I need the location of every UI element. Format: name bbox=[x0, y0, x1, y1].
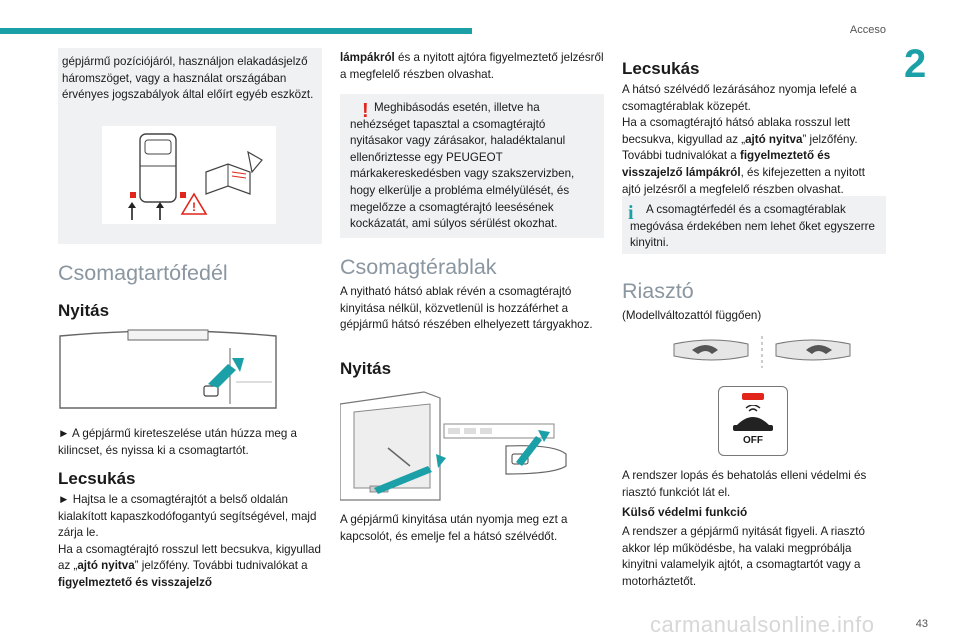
warning-box bbox=[340, 94, 604, 238]
heading-cover: Csomagtartófedél bbox=[58, 261, 228, 285]
window-intro: A nyitható hátsó ablak révén a csomagtérajtó kinyitása nélkül, közvetlenül is hozzáférhet a gépjármű hátsó részében elhelyezett tárgyakhoz. bbox=[340, 285, 593, 332]
chapter-number: 2 bbox=[904, 42, 927, 86]
column-1 bbox=[58, 50, 322, 589]
heading-window: Csomagtérablak bbox=[340, 255, 497, 279]
close-instruction: ► Hajtsa le a csomagtérajtót a belső oldalán kialakított kapaszkodófogantyú segítségével, majd zárja le. bbox=[58, 493, 317, 540]
car-alarm-icon bbox=[719, 405, 787, 439]
svg-text:!: ! bbox=[192, 200, 196, 214]
warning-text: Meghibásodás esetén, illetve ha nehézséget tapasztal a csomagtérajtó nyitásakor vagy zárásakor, haladéktalanul ellenőriztesse egy PEUGEOT márkakereskedésben vagy szakszervizben, hogy elkerülje a probléma elmélyülését, és megelőzze a csomagtérajtó leesésének kockázatát, ami súlyos sérülést okozhat. bbox=[350, 101, 575, 231]
info-text: A csomagtérfedél és a csomagtérablak megóvása érdekében nem lehet őket egyszerre kinyitni. bbox=[630, 203, 875, 250]
page-number: 43 bbox=[915, 618, 928, 630]
section-title: Acceso bbox=[849, 24, 886, 36]
warning-triangle-figure bbox=[102, 126, 276, 224]
column-2 bbox=[340, 50, 604, 543]
heading-close: Lecsukás bbox=[58, 469, 136, 488]
exterior-protection-text: A rendszer a gépjármű nyitását figyeli. A riasztó akkor lép működésbe, ha valaki megpróbálja kinyitni valamelyik ajtót, a csomagtartót vagy a motorháztetőt. bbox=[622, 525, 865, 588]
warning-icon: ! bbox=[362, 100, 369, 122]
continued-text: lámpákról és a nyitott ajtóra figyelmeztető jelzésről a megfelelő részben olvashat. bbox=[340, 51, 604, 81]
info-icon: i bbox=[628, 202, 634, 224]
cover-section bbox=[58, 260, 228, 286]
interior-mirror-icons bbox=[672, 334, 852, 370]
alarm-led-indicator bbox=[742, 393, 764, 400]
off-label: OFF bbox=[743, 435, 763, 446]
van-warning-illustration bbox=[102, 126, 276, 224]
watermark: carmanualsonline.info bbox=[650, 612, 875, 637]
header-accent-bar bbox=[0, 28, 472, 34]
info-box bbox=[622, 196, 886, 254]
window-close-instruction: A hátsó szélvédő lezárásához nyomja lefelé a csomagtérablak közepét. bbox=[622, 83, 857, 113]
alarm-intro: A rendszer lopás és behatolás elleni védelmi és riasztó funkciót lát el. bbox=[622, 469, 867, 499]
heading-open: Nyitás bbox=[58, 301, 110, 320]
close-warning-text: Ha a csomagtérajtó rosszul lett becsukva, kigyullad az „ajtó nyitva” jelzőfény. További tudnivalókat a figyelmeztető és visszajelző bbox=[58, 542, 321, 589]
intro-text: gépjármű pozíciójáról, használjon elakadásjelző háromszöget, vagy a használat országában érvényes jogszabályok által előírt egyéb eszközt. bbox=[62, 55, 314, 102]
window-close-warning: Ha a csomagtérajtó hátsó ablaka rosszul lett becsukva, kigyullad az „ajtó nyitva” jelzőfény. További tudnivalókat a figyelmeztető és visszajelző lámpákról, és kifejezetten a nyitott ajtó jelzésről a megfelelő részben olvashat. bbox=[622, 116, 865, 196]
window-open-instruction: A gépjármű kinyitása után nyomja meg ezt a kapcsolót, és emelje fel a hátsó szélvédőt. bbox=[340, 513, 568, 543]
open-instruction: ► A gépjármű kireteszelése után húzza meg a kilincset, és nyissa ki a csomagtartót. bbox=[58, 427, 297, 457]
heading-alarm: Riasztó bbox=[622, 279, 694, 303]
rear-window-illustration bbox=[340, 388, 604, 502]
heading-window-open: Nyitás bbox=[340, 359, 392, 378]
trunk-handle-figure bbox=[58, 328, 278, 412]
alarm-model-note: (Modellváltozattól függően) bbox=[622, 309, 762, 322]
mirror-sensor-figure bbox=[672, 334, 852, 370]
heading-window-close: Lecsukás bbox=[622, 59, 700, 78]
alarm-off-button[interactable] bbox=[718, 386, 788, 456]
heading-exterior-protection: Külső védelmi funkció bbox=[622, 505, 748, 519]
continuation-box bbox=[58, 48, 322, 244]
trunk-handle-illustration bbox=[58, 328, 278, 412]
window-switch-figure bbox=[340, 388, 604, 502]
